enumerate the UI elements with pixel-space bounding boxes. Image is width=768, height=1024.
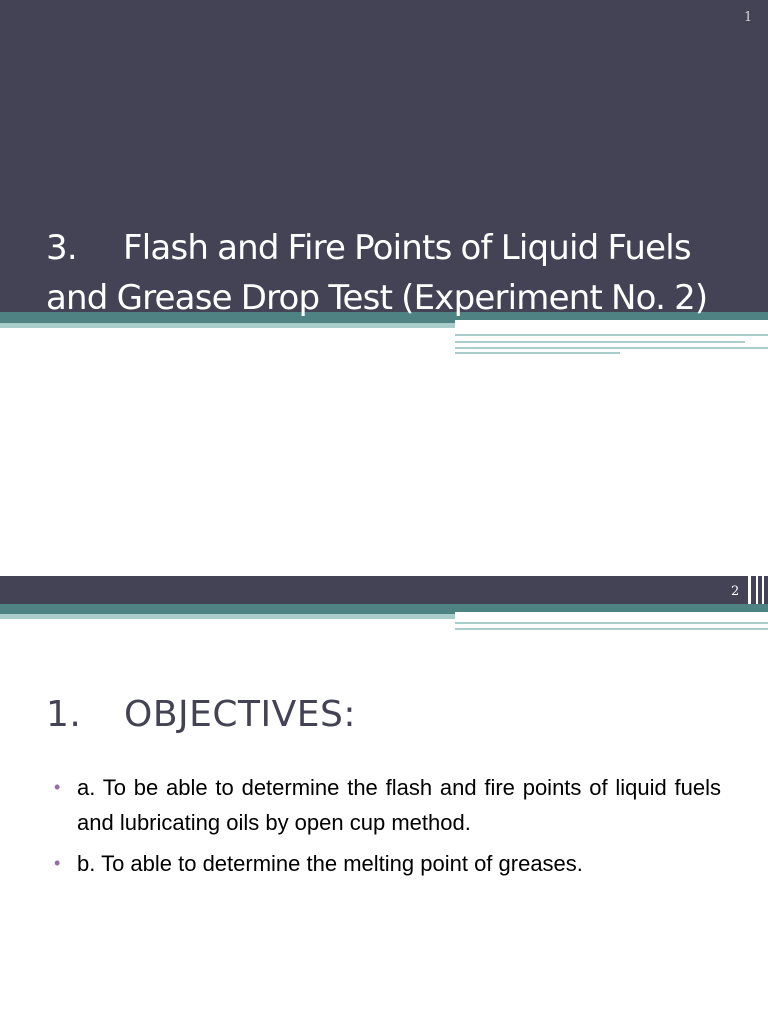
slide-2-band-notch [455,612,768,619]
list-item [54,770,721,840]
title-line-2: and Grease Drop Test (Experiment No. 2) [46,278,708,318]
list-item-text: a. To be able to determine the flash and fire points of liquid fuels and lubricating oils by open cup method. [77,775,721,835]
objectives-list [54,770,721,887]
title-line-1: Flash and Fire Points of Liquid Fuels [123,228,691,268]
slide-heading [46,694,356,735]
decorative-line [455,622,768,624]
slide-number: 2 [731,584,740,599]
decorative-stripe [756,576,758,604]
slide-2 [0,576,768,1024]
bullet-icon: • [54,853,61,873]
slide-title [46,223,746,323]
decorative-line [455,352,620,354]
decorative-line [455,347,768,349]
decorative-line [455,334,768,336]
list-item-text: b. To able to determine the melting point of greases. [77,851,583,876]
decorative-line [455,341,745,343]
title-number: 3. [46,228,77,268]
list-item [54,846,721,881]
slide-number: 1 [744,10,753,25]
heading-text: OBJECTIVES: [124,694,356,735]
bullet-icon: • [54,777,61,797]
decorative-stripe [748,576,751,604]
decorative-line [455,628,768,630]
decorative-stripe [762,576,764,604]
slide-2-header-band [0,576,768,604]
heading-number: 1. [46,694,82,735]
